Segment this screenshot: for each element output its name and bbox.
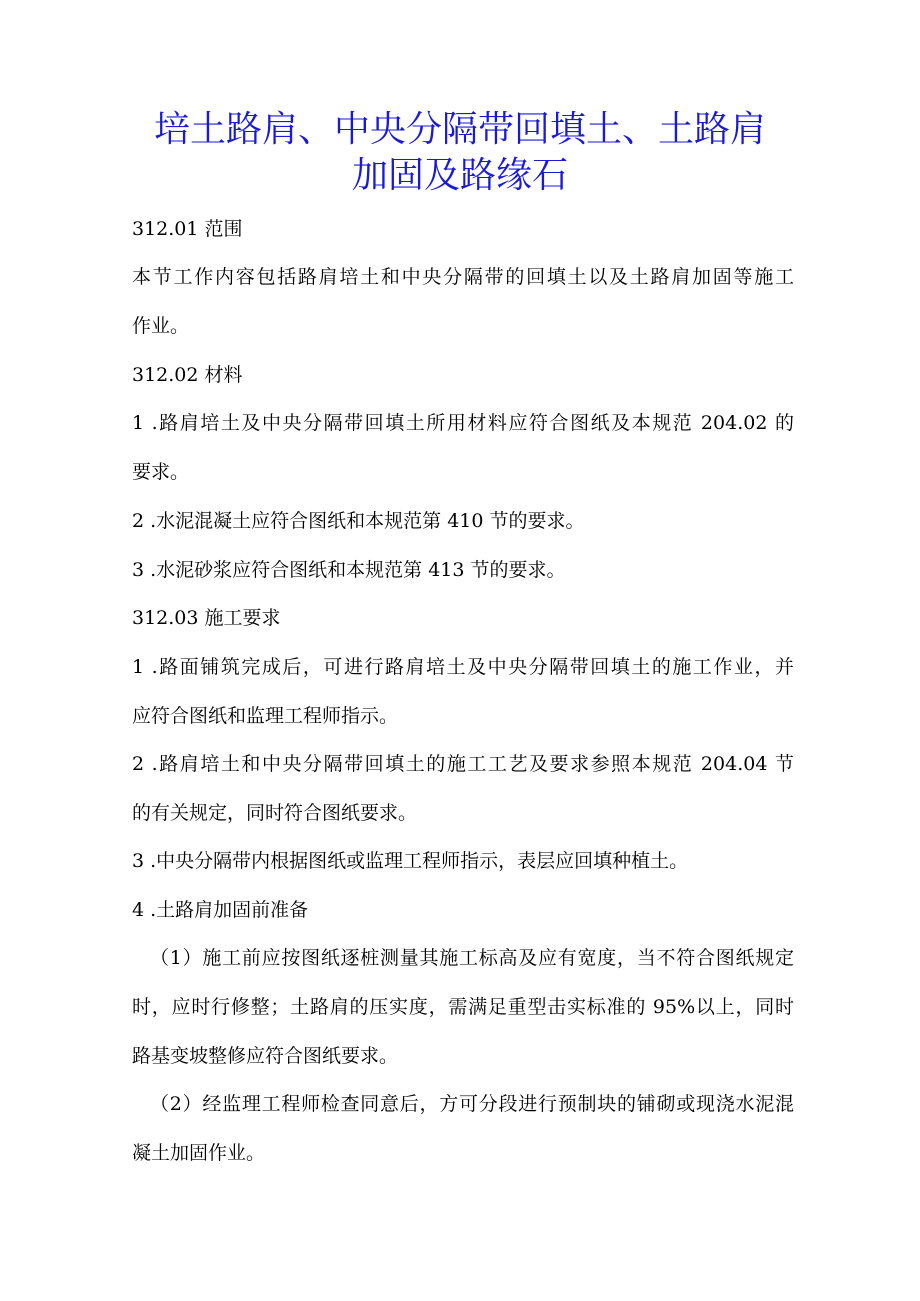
- construction-item-1-line-1: 1 .路面铺筑完成后，可进行路肩培土及中央分隔带回填土的施工作业，并: [132, 656, 794, 678]
- construction-item-2-line-2: 的有关规定，同时符合图纸要求。: [132, 802, 418, 824]
- construction-item-1-line-2: 应符合图纸和监理工程师指示。: [132, 705, 399, 727]
- scope-paragraph-line-2: 作业。: [132, 315, 190, 337]
- construction-sub-item-1-line-1: （1）施工前应按图纸逐桩测量其施工标高及应有宽度，当不符合图纸规定: [150, 947, 794, 969]
- construction-sub-item-1-line-3: 路基变坡整修应符合图纸要求。: [132, 1045, 399, 1067]
- materials-item-1-line-2: 要求。: [132, 461, 190, 483]
- materials-item-2: 2 .水泥混凝土应符合图纸和本规范第 410 节的要求。: [132, 510, 585, 532]
- materials-item-1-line-1: 1 .路肩培土及中央分隔带回填土所用材料应符合图纸及本规范 204.02 的: [132, 412, 794, 434]
- section-heading-materials: 312.02 材料: [132, 364, 243, 386]
- construction-item-3: 3 .中央分隔带内根据图纸或监理工程师指示，表层应回填种植土。: [132, 850, 689, 872]
- document-title-line-2: 加固及路缘石: [351, 155, 568, 196]
- section-heading-scope: 312.01 范围: [132, 218, 243, 240]
- construction-sub-item-2-line-1: （2）经监理工程师检查同意后，方可分段进行预制块的铺砌或现浇水泥混: [150, 1093, 794, 1115]
- scope-paragraph-line-1: 本节工作内容包括路肩培土和中央分隔带的回填土以及土路肩加固等施工: [132, 266, 794, 288]
- materials-item-3: 3 .水泥砂浆应符合图纸和本规范第 413 节的要求。: [132, 559, 566, 581]
- section-heading-construction: 312.03 施工要求: [132, 607, 281, 629]
- construction-item-4: 4 .土路肩加固前准备: [132, 899, 309, 921]
- document-title-line-1: 培土路肩、中央分隔带回填土、土路肩: [153, 109, 766, 150]
- construction-sub-item-2-line-2: 凝土加固作业。: [132, 1142, 266, 1164]
- construction-sub-item-1-line-2: 时，应时行修整；土路肩的压实度，需满足重型击实标准的 95%以上，同时: [132, 996, 794, 1018]
- construction-item-2-line-1: 2 .路肩培土和中央分隔带回填土的施工工艺及要求参照本规范 204.04 节: [132, 753, 794, 775]
